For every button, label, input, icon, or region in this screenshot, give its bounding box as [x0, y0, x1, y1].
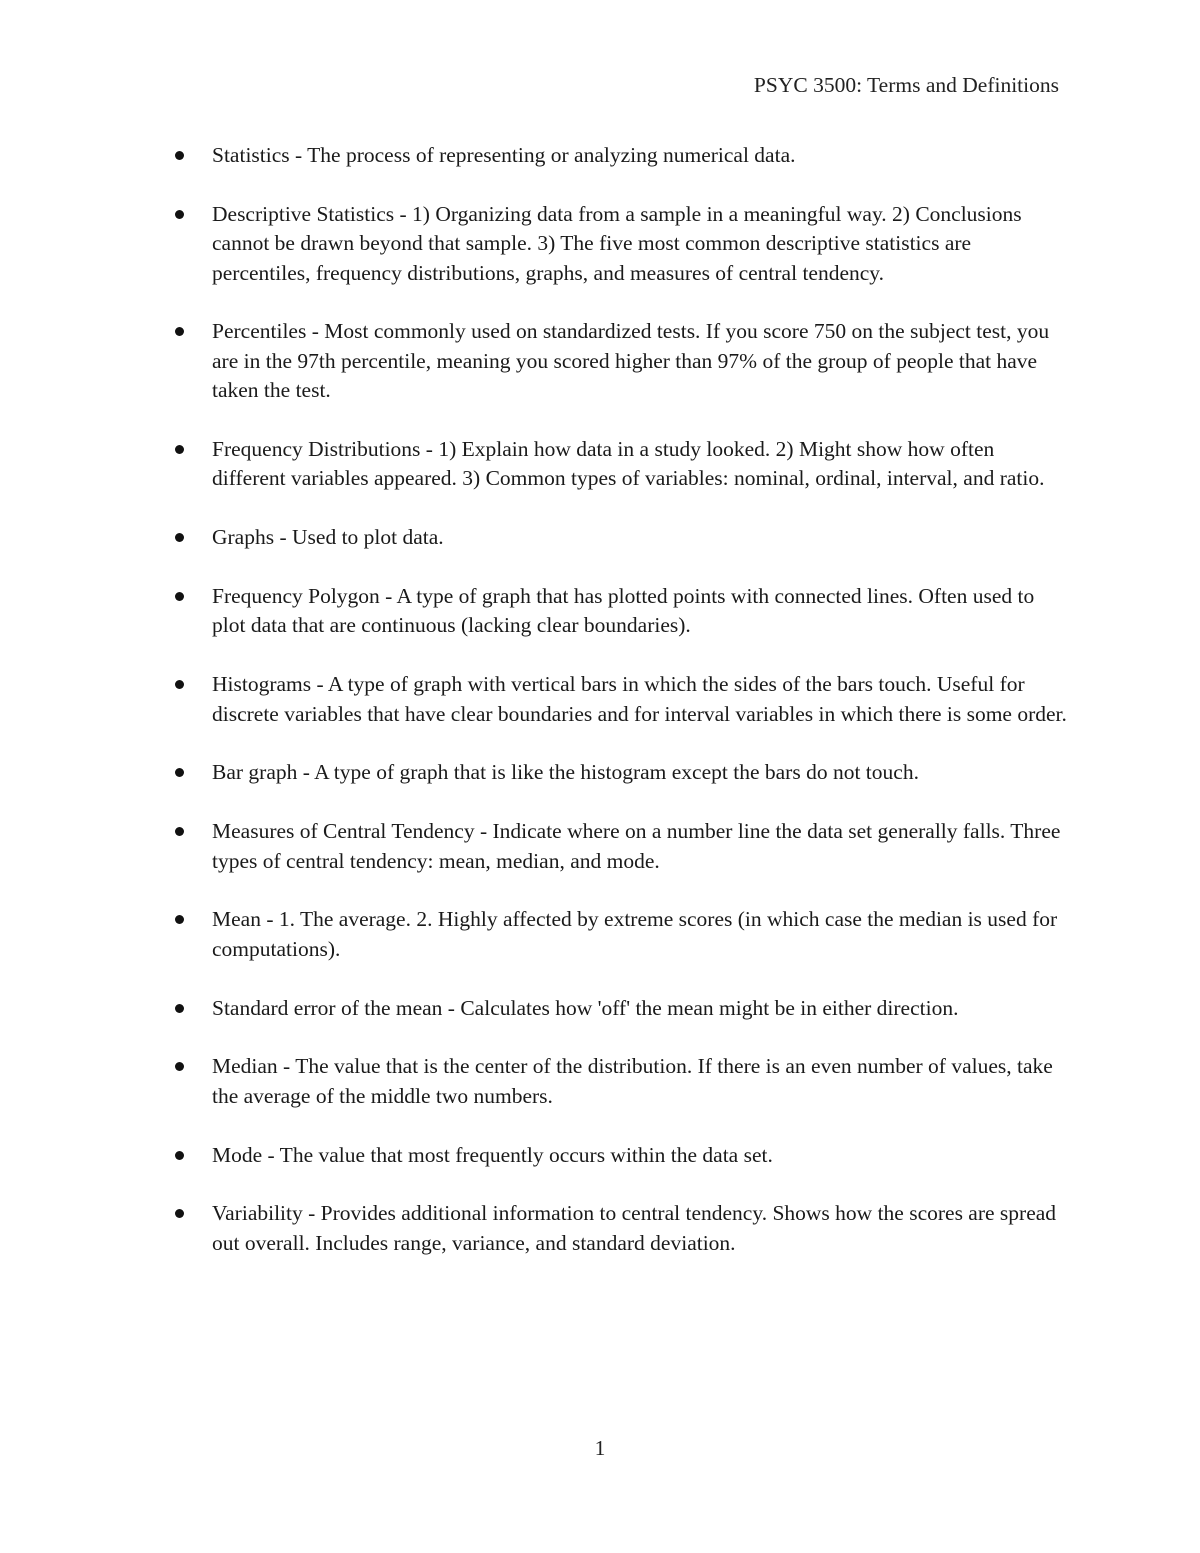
term-text: Frequency Distributions - 1) Explain how data in a study looked. 2) Might show how often different variables appeared. 3) Common types of variables: nominal, ordinal, interval, and ratio. [212, 437, 1045, 491]
bullet-icon [175, 151, 184, 160]
bullet-icon [175, 768, 184, 777]
page-number: 1 [594, 1436, 606, 1460]
term-item [212, 200, 1072, 288]
bullet-icon [175, 1151, 184, 1160]
bullet-icon [175, 1062, 184, 1071]
bullet-icon [175, 1209, 184, 1218]
term-text: Graphs - Used to plot data. [212, 525, 444, 550]
bullet-icon [175, 915, 184, 924]
term-item [212, 523, 1072, 552]
bullet-icon [175, 445, 184, 454]
term-text: Frequency Polygon - A type of graph that has plotted points with connected lines. Often used to plot data that are continuous (lacking clear boundaries). [212, 584, 1035, 638]
term-text: Variability - Provides additional information to central tendency. Shows how the scores are spread out overall. Includes range, variance, and standard deviation. [212, 1201, 1057, 1255]
page-header: PSYC 3500: Terms and Definitions [753, 73, 1059, 97]
term-text: Mode - The value that most frequently occurs within the data set. [212, 1142, 773, 1167]
term-item [212, 905, 1072, 964]
bullet-icon [175, 210, 184, 219]
term-item [212, 317, 1072, 405]
term-text: Standard error of the mean - Calculates how 'off' the mean might be in either direction. [212, 995, 959, 1020]
term-text: Measures of Central Tendency - Indicate where on a number line the data set generally falls. Three types of central tendency: mean, median, and mode. [212, 819, 1061, 873]
bullet-icon [175, 592, 184, 601]
term-item [212, 1199, 1072, 1258]
term-item [212, 670, 1072, 729]
term-item [212, 141, 1072, 170]
bullet-icon [175, 327, 184, 336]
term-text: Median - The value that is the center of the distribution. If there is an even number of values, take the average of the middle two numbers. [212, 1054, 1053, 1108]
terms-list [212, 141, 1072, 1288]
term-text: Percentiles - Most commonly used on standardized tests. If you score 750 on the subject test, you are in the 97th percentile, meaning you scored higher than 97% of the group of people that have taken the test. [212, 319, 1050, 403]
term-item [212, 994, 1072, 1023]
term-item [212, 1052, 1072, 1111]
term-text: Histograms - A type of graph with vertical bars in which the sides of the bars touch. Useful for discrete variables that have clear boundaries and for interval variables in which there is some order. [212, 672, 1067, 726]
bullet-icon [175, 680, 184, 689]
term-item [212, 817, 1072, 876]
bullet-icon [175, 827, 184, 836]
term-item [212, 582, 1072, 641]
term-item [212, 758, 1072, 787]
term-text: Statistics - The process of representing or analyzing numerical data. [212, 143, 796, 167]
term-text: Descriptive Statistics - 1) Organizing data from a sample in a meaningful way. 2) Conclusions cannot be drawn beyond that sample. 3) The five most common descriptive statistics are percentiles, frequency distributions, graphs, and measures of central tendency. [212, 201, 1022, 285]
bullet-icon [175, 533, 184, 542]
term-text: Mean - 1. The average. 2. Highly affected by extreme scores (in which case the median is used for computations). [212, 907, 1058, 961]
term-item [212, 1141, 1072, 1170]
term-text: Bar graph - A type of graph that is like the histogram except the bars do not touch. [212, 760, 919, 785]
term-item [212, 435, 1072, 494]
bullet-icon [175, 1004, 184, 1013]
